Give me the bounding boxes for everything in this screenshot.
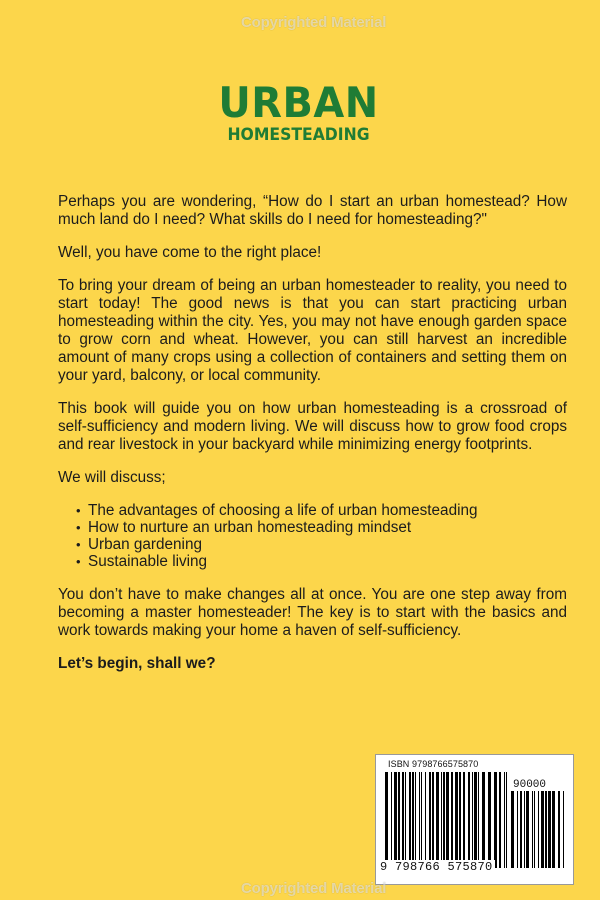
barcode-bar: [563, 791, 564, 868]
barcode-main-digits: 9 798766 575870: [380, 860, 493, 874]
isbn-barcode: [375, 754, 574, 885]
barcode-bar: [472, 772, 473, 868]
watermark-bottom: Copyrighted Material: [241, 880, 387, 897]
barcode-bar: [391, 772, 392, 868]
barcode-bar: [524, 791, 525, 868]
barcode-bar: [538, 791, 539, 868]
list-item: • Sustainable living: [76, 553, 567, 570]
barcode-bar: [488, 772, 491, 868]
title-main: URBAN: [218, 78, 379, 127]
blurb-paragraph-1: Perhaps you are wondering, “How do I start an urban homestead? How much land do I need? What skills do I need for homesteading?": [58, 193, 567, 228]
barcode-bar: [455, 772, 458, 868]
barcode-bar: [558, 791, 560, 868]
barcode-bar: [520, 791, 522, 868]
watermark-top: Copyrighted Material: [241, 14, 387, 31]
barcode-bar: [478, 772, 479, 868]
barcode-bar: [545, 791, 547, 868]
barcode-bar: [474, 772, 477, 868]
barcode-bar: [436, 772, 439, 868]
barcode-bar: [419, 772, 420, 868]
barcode-bar: [443, 772, 445, 868]
blurb-paragraph-3: To bring your dream of being an urban homesteader to reality, you need to start today! The good news is that you can start practicing urban homesteading within the city. Yes, you may not have enough garden space to grow corn and wheat. However, you can still harvest an incredible amount of many crops using a collection of containers and setting them on your yard, balcony, or local community.: [58, 277, 567, 384]
barcode-addon-digits: 90000: [513, 779, 547, 791]
barcode-bar: [552, 791, 555, 868]
barcode-bar: [451, 772, 453, 868]
barcode-bar: [532, 791, 533, 868]
barcode-bar: [534, 791, 535, 868]
barcode-main-bars: [385, 772, 507, 868]
barcode-bar: [441, 772, 442, 868]
barcode-bar: [506, 772, 507, 868]
blurb-paragraph-6: You don’t have to make changes all at once. You are one step away from becoming a master homesteader! The key is to start with the basics and work towards making your home a haven of self-sufficiency.: [58, 586, 567, 639]
closing-line: Let’s begin, shall we?: [58, 655, 216, 672]
barcode-bar: [504, 772, 505, 868]
barcode-bar: [548, 791, 551, 868]
isbn-label: ISBN 9798766575870: [388, 759, 479, 769]
list-item: • The advantages of choosing a life of urban homesteading: [76, 502, 567, 519]
blurb-paragraph-5: We will discuss;: [58, 469, 166, 486]
barcode-bar: [412, 772, 414, 868]
list-item: • How to nurture an urban homesteading mindset: [76, 519, 567, 536]
topic-list: [58, 502, 567, 570]
blurb-paragraph-2: Well, you have come to the right place!: [58, 244, 322, 261]
barcode-bar: [468, 772, 470, 868]
barcode-bar: [421, 772, 422, 868]
barcode-bar: [432, 772, 434, 868]
list-item: • Urban gardening: [76, 536, 567, 553]
title-subtitle: HOMESTEADING: [227, 125, 370, 145]
barcode-bar: [526, 791, 529, 868]
barcode-bar: [482, 772, 485, 868]
barcode-bar: [429, 772, 431, 868]
title-block: [0, 78, 600, 145]
barcode-bar: [463, 772, 465, 868]
barcode-bar: [499, 772, 501, 868]
barcode-bar: [446, 772, 449, 868]
barcode-addon-bars: [511, 791, 564, 868]
barcode-bar: [415, 772, 416, 868]
barcode-bar: [398, 772, 400, 868]
barcode-bar: [425, 772, 426, 868]
barcode-bar: [405, 772, 406, 868]
barcode-bar: [511, 791, 514, 868]
blurb-paragraph-4: This book will guide you on how urban homesteading is a crossroad of self-sufficiency and modern living. We will discuss how to grow food crops and rear livestock in your backyard while minimizing energy footprints.: [58, 400, 567, 453]
barcode-bar: [517, 791, 518, 868]
barcode-bar: [459, 772, 461, 868]
barcode-bar: [402, 772, 404, 868]
barcode-bar: [385, 772, 388, 868]
blurb: [58, 193, 567, 688]
barcode-bar: [494, 772, 497, 868]
barcode-bar: [409, 772, 411, 868]
barcode-bar: [541, 791, 544, 868]
barcode-bar: [394, 772, 397, 868]
